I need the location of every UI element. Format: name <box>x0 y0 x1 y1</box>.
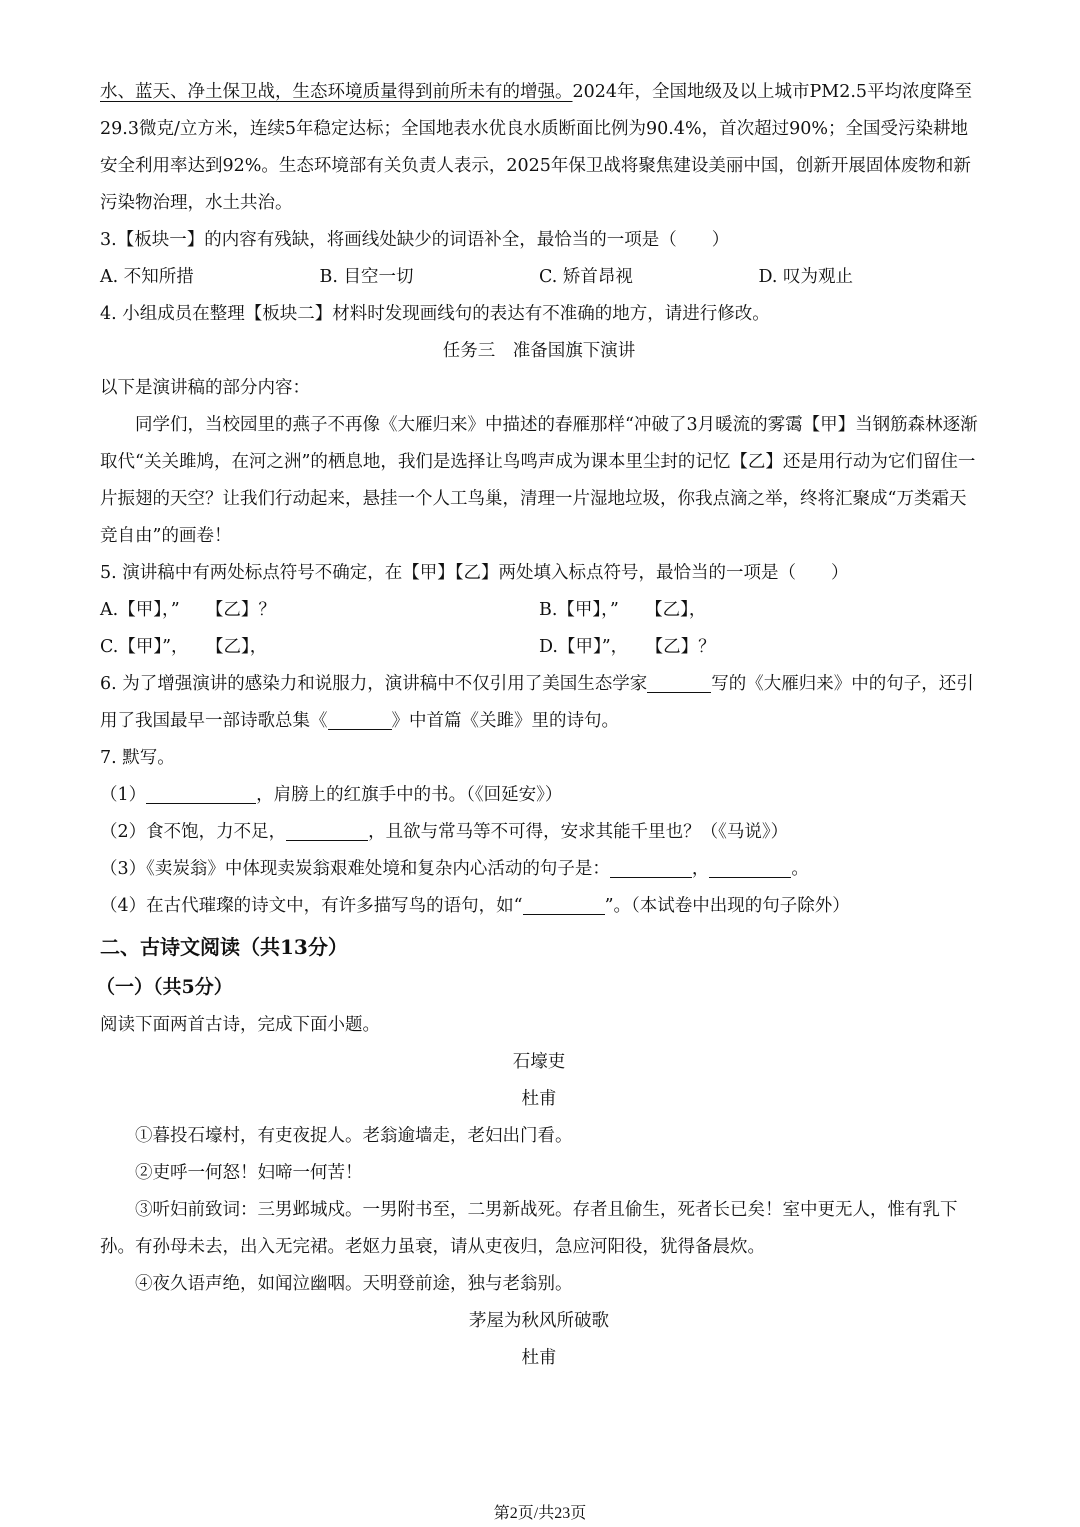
question-7-3: （3）《卖炭翁》中体现卖炭翁艰难处境和复杂内心活动的句子是： ， 。 <box>100 851 978 888</box>
q5-option-d[interactable]: D.【甲】”， 【乙】？ <box>539 637 716 657</box>
section-2-heading: 二、古诗文阅读（共13分） <box>100 935 348 959</box>
question-4-stem: 4. 小组成员在整理【板块二】材料时发现画线句的表达有不准确的地方，请进行修改。 <box>100 304 770 324</box>
speech-paragraph: 同学们，当校园里的燕子不再像《大雁归来》中描述的春雁那样“冲破了3月暖流的雾霭【甲】当钢筋森林逐渐取代“关关雎鸠，在河之洲”的栖息地，我们是选择让鸟鸣声成为课本里尘封的记忆【乙】还是用行动为它们留住一片振翅的天空？让我们行动起来，悬挂一个人工鸟巢，清理一片湿地垃圾，你我点滴之举，终将汇聚成“万类霜天竞自由”的画卷！ <box>100 415 978 546</box>
question-7-4: （4）在古代璀璨的诗文中，有许多描写鸟的语句，如“ ”。（本试卷中出现的句子除外） <box>100 888 978 925</box>
q3-option-a[interactable]: A. 不知所措 <box>100 267 194 287</box>
q7-3-blank-1[interactable] <box>610 855 692 878</box>
poem-1-author: 杜甫 <box>521 1089 557 1109</box>
question-3-stem: 3.【板块一】的内容有残缺，将画线处缺少的词语补全，最恰当的一项是（ ） <box>100 230 730 250</box>
poem-1-stanza-4: ④夜久语声绝，如闻泣幽咽。天明登前途，独与老翁别。 <box>135 1274 573 1294</box>
question-7-stem: 7. 默写。 <box>100 748 175 768</box>
q7-3-blank-2[interactable] <box>709 855 791 878</box>
question-3-options <box>100 259 978 296</box>
q3-option-c[interactable]: C. 矫首昂视 <box>539 267 633 287</box>
question-5-options-row2 <box>100 629 978 666</box>
q3-option-d[interactable]: D. 叹为观止 <box>758 267 854 287</box>
q5-option-c[interactable]: C.【甲】”， 【乙】， <box>100 637 268 657</box>
question-6: 6. 为了增强演讲的感染力和说服力，演讲稿中不仅引用了美国生态学家 写的《大雁归来》中的句子，还引用了我国最早一部诗歌总集《 》中首篇《关雎》里的诗句。 <box>100 666 978 740</box>
poem-1-stanza-3: ③听妇前致词：三男邺城戍。一男附书至，二男新战死。存者且偷生，死者长已矣！室中更无人，惟有乳下孙。有孙母未去，出入无完裙。老妪力虽衰，请从吏夜归，急应河阳役，犹得备晨炊。 <box>100 1200 958 1257</box>
q6-blank-anthology[interactable] <box>328 707 392 730</box>
q3-option-b[interactable]: B. 目空一切 <box>319 267 414 287</box>
task-3-heading: 任务三 准备国旗下演讲 <box>442 341 636 361</box>
q7-2-blank[interactable] <box>286 818 368 841</box>
poem-1-stanza-2: ②吏呼一何怒！妇啼一何苦！ <box>135 1163 363 1183</box>
question-5-options-row1 <box>100 592 978 629</box>
question-7-1: （1） ，肩膀上的红旗手中的书。（《回延安》） <box>100 777 978 814</box>
poem-2-author: 杜甫 <box>521 1348 557 1368</box>
q5-option-a[interactable]: A.【甲】，” 【乙】？ <box>100 600 276 620</box>
poem-1-title: 石壕吏 <box>512 1052 566 1072</box>
q5-option-b[interactable]: B.【甲】，” 【乙】， <box>539 600 707 620</box>
exam-page <box>96 74 978 1377</box>
question-5-stem: 5. 演讲稿中有两处标点符号不确定，在【甲】【乙】两处填入标点符号，最恰当的一项是（ ） <box>100 563 849 583</box>
poem-1-stanza-1: ①暮投石壕村，有吏夜捉人。老翁逾墙走，老妇出门看。 <box>135 1126 573 1146</box>
q7-4-blank[interactable] <box>523 892 605 915</box>
section-2-lead: 阅读下面两首古诗，完成下面小题。 <box>100 1015 380 1035</box>
question-7-2: （2）食不饱，力不足， ，且欲与常马等不可得，安求其能千里也？（《马说》） <box>100 814 978 851</box>
intro-paragraph: 水、蓝天、净土保卫战，生态环境质量得到前所未有的增强。2024年，全国地级及以上城市PM2.5平均浓度降至29.3微克/立方米，连续5年稳定达标；全国地表水优良水质断面比例为90.4%，首次超过90%；全国受污染耕地安全利用率达到92%。生态环境部有关负责人表示，2025年保卫战将聚焦建设美丽中国，创新开展固体废物和新污染物治理，水土共治。 <box>100 82 973 213</box>
q7-1-blank[interactable] <box>146 781 256 804</box>
q6-blank-ecologist[interactable] <box>647 670 711 693</box>
page-footer: 第2页/共23页 <box>493 1505 587 1522</box>
task-3-lead: 以下是演讲稿的部分内容： <box>100 378 310 398</box>
section-2-sub-heading: （一）（共5分） <box>96 976 233 998</box>
poem-2-title: 茅屋为秋风所破歌 <box>469 1311 609 1331</box>
underlined-sentence: 水、蓝天、净土保卫战，生态环境质量得到前所未有的增强。 <box>100 82 573 102</box>
